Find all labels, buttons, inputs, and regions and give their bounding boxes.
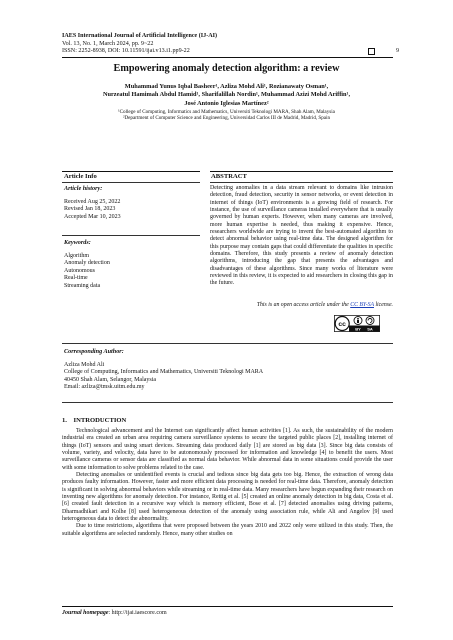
journal-footer	[62, 610, 167, 616]
affiliations-block	[40, 109, 413, 121]
abstract-text: Detecting anomalies in a data stream relevant to domains like intrusion detection, fraud detection, security in sensor networks, or event detection in internet of things (IoT) environments is a growing field of research. For instance, the use of surveillance cameras installed everywhere that is usually governed by human experts. However, when many cameras are involved, more human expertise is needed, thus making it expensive. Hence, researchers worldwide are trying to invent the best-automated algorithm to detect abnormal behavior using real-time data. The designed algorithm for this purpose may contain gaps that could differentiate the qualities in specific domains. Therefore, this study presents a review of anomaly detection algorithms, introducing the gap that presents the advantages and disadvantages of these algorithms. Since many works of literature were reviewed in this review, it is expected to aid researchers in closing this gap in the future.	[210, 185, 393, 287]
keywords-rule	[62, 235, 200, 236]
cc-badge-sa: SA	[367, 326, 373, 332]
cc-badge-cc: cc	[338, 321, 346, 328]
keyword: Streaming data	[64, 282, 101, 289]
author-line: José Antonio Iglesias Martínez²	[184, 99, 269, 107]
article-info-top-rule	[62, 171, 200, 172]
abstract-mid-rule	[210, 182, 393, 183]
page-number: 9	[395, 48, 399, 54]
history-date: Accepted Mar 10, 2023	[64, 213, 121, 220]
authors-block	[40, 83, 413, 108]
corresponding-line: College of Computing, Informatics and Mathematics, Universiti Teknologi MARA	[64, 369, 264, 376]
abstract-top-rule	[210, 171, 393, 172]
keyword: Real-time	[64, 275, 88, 282]
journal-name: IAES International Journal of Artificial Intelligence (IJ-AI)	[62, 33, 218, 39]
article-info-mid-rule	[62, 182, 200, 183]
journal-header	[62, 33, 217, 56]
author-line: Nurzeatul Hamimah Abdul Hamid¹, Sharifalillah Nordin¹, Muhammad Azizi Mohd Ariffin¹,	[102, 91, 351, 99]
article-history-label: Article history:	[64, 185, 103, 192]
cc-by-sa-link[interactable]: CC BY-SA	[350, 302, 374, 308]
intro-paragraph: Detecting anomalies or unidentified events is crucial and tedious since big data gets too big. Hence, the extraction of wrong data produces faulty information. However, faster and more efficient data processing is needed for real-time data. Therefore, anomaly detection is significant in solving abnormal behaviors while streaming or in real-time data. Many researchers have begun expanding their research on inventing new algorithms for anomaly detection. For instance, Rettig et al. [5] created an online anomaly detection in big data, Costa et al. [6] created fault detection in a recursive way which is memory efficient, Bose et al. [7] detected anomalies using driving patterns, Dharmadhikari and Kolhe [8] used heterogeneous detection of the anomaly using association rule, while Ali and Angelov [9] used heterogeneous data to detect the abnormality.	[62, 472, 393, 523]
introduction-heading: 1. INTRODUCTION	[62, 417, 127, 424]
corresponding-heading: Corresponding Author:	[64, 348, 124, 355]
history-date: Revised Jan 18, 2023	[64, 206, 116, 213]
intro-paragraph: Technological advancement and the Internet can significantly affect human activities [1]. As such, the sustainability of the modern industrial era created an urban area requiring camera surveillance systems to secure the targeted public places [2], installing internet of things (IoT) sensors and using smart devices. Streaming data produced daily [1] are stored as big data [3]. Since big data consists of volume, variety, and velocity, data have to be autonomously processed for information and knowledge [4] to benefit the users. Most surveillance cameras or sensor data are classified as normal data behavior. While abnormal data in some situations could provide the user with some information to solve problems related to the case.	[62, 428, 393, 471]
keyword: Autonomous	[64, 267, 96, 274]
intro-paragraph: Due to time restrictions, algorithms that were proposed between the years 2010 and 2022 only were utilized in this study. Then, the suitable algorithms are selected randomly. Hence, many other studies on	[62, 523, 393, 537]
keywords-list	[64, 253, 110, 290]
author-line: Muhammad Yunus Iqbal Basheer¹, Azliza Mohd Ali¹, Rozianawaty Osman¹,	[124, 83, 329, 90]
corresponding-block	[64, 362, 263, 392]
abstract-heading: ABSTRACT	[211, 173, 247, 180]
corresponding-bottom-rule	[62, 402, 393, 403]
corresponding-name: Azliza Mohd Ali	[64, 362, 105, 368]
journal-issn: ISSN: 2252-8938, DOI: 10.11591/ijai.v13.i1.pp9-22	[62, 48, 190, 55]
keywords-label: Keywords:	[64, 239, 91, 246]
keyword: Anomaly detection	[64, 260, 110, 267]
affiliation-line: ²Department of Computer Science and Engineering, Universidad Carlos III de Madrid, Madrid, Spain	[122, 115, 331, 122]
article-info-heading: Article Info	[64, 173, 97, 180]
homepage-url[interactable]: : http://ijai.iaescore.com	[108, 610, 167, 616]
open-access-suffix: license.	[374, 302, 393, 308]
corresponding-email: Email: azliza@tmsk.uitm.edu.my	[64, 384, 145, 391]
corresponding-top-rule	[62, 343, 393, 344]
open-access-note	[210, 302, 393, 308]
footer-rule	[62, 606, 393, 607]
introduction-body	[62, 428, 393, 538]
history-date: Received Aug 25, 2022	[64, 199, 121, 205]
paper-title: Empowering anomaly detection algorithm: a review	[113, 63, 340, 74]
affiliation-line: ¹College of Computing, Informatics and Mathematics, Universiti Teknologi MARA, Shah Alam, Malaysia	[118, 109, 335, 115]
homepage-label: Journal homepage	[62, 610, 109, 616]
square-icon	[368, 48, 375, 55]
cc-by-sa-badge-icon[interactable]	[334, 315, 380, 332]
keyword: Algorithm	[64, 253, 89, 259]
header-rule	[62, 57, 393, 58]
article-history-list	[64, 199, 121, 221]
corresponding-line: 40450 Shah Alam, Selangor, Malaysia	[64, 376, 157, 383]
cc-badge-by: BY	[355, 326, 361, 332]
journal-volume: Vol. 13, No. 1, March 2024, pp. 9~22	[62, 40, 154, 47]
open-access-prefix: This is an open access article under the	[256, 302, 351, 308]
